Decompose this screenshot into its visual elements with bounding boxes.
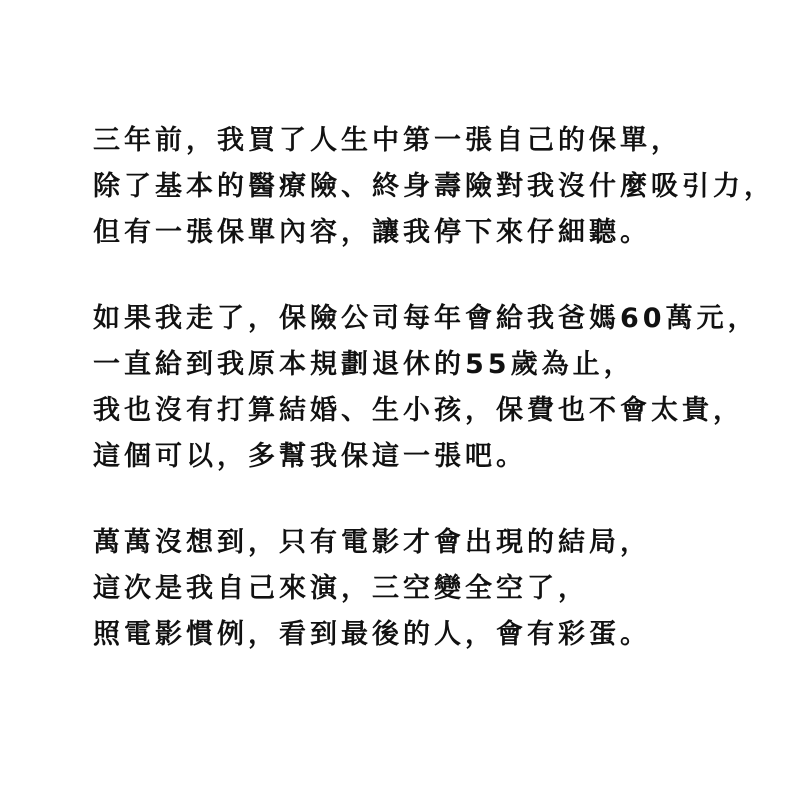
text-line: 三年前，我買了人生中第一張自己的保單， — [93, 125, 682, 156]
text-line: 除了基本的醫療險、終身壽險對我沒什麼吸引力， — [93, 171, 775, 202]
text-line: 這次是我自己來演，三空變全空了， — [93, 573, 589, 604]
paragraph-gap — [93, 256, 773, 296]
text-line: 如果我走了，保險公司每年會給我爸媽60萬元， — [93, 303, 759, 334]
text-line: 萬萬沒想到，只有電影才會出現的結局， — [93, 527, 651, 558]
paragraph-2 — [93, 296, 773, 480]
paragraph-gap — [93, 480, 773, 520]
text-line: 但有一張保單內容，讓我停下來仔細聽。 — [93, 217, 651, 248]
paragraph-3 — [93, 520, 773, 658]
paragraph-1 — [93, 118, 773, 256]
story-text — [93, 118, 773, 658]
text-line: 照電影慣例，看到最後的人，會有彩蛋。 — [93, 619, 651, 650]
text-line: 一直給到我原本規劃退休的55歲為止， — [93, 349, 635, 380]
text-line: 我也沒有打算結婚、生小孩，保費也不會太貴， — [93, 395, 744, 426]
text-line: 這個可以，多幫我保這一張吧。 — [93, 441, 527, 472]
